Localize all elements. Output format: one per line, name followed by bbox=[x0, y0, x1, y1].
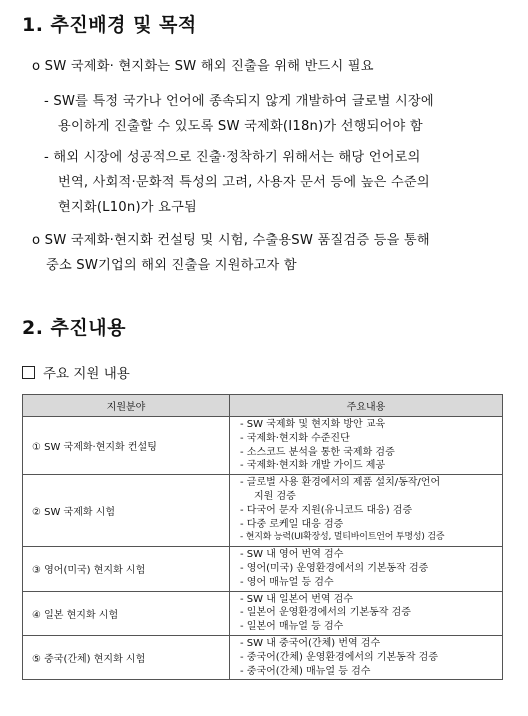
row-items bbox=[230, 591, 503, 635]
row-area: ① SW 국제화·현지화 컨설팅 bbox=[23, 417, 230, 475]
bullet-1 bbox=[32, 54, 374, 79]
subheading-text: 주요 지원 내용 bbox=[43, 366, 130, 382]
header-items: 주요내용 bbox=[230, 395, 503, 417]
bullet-3-line-1: - 해외 시장에 성공적으로 진출·정착하기 위해서는 해당 언어로의 bbox=[44, 150, 421, 165]
bullet-3-line-3: 현지화(L10n)가 요구됨 bbox=[58, 200, 197, 215]
row-item: 지원 검증 bbox=[254, 490, 296, 502]
row-item: - 중국어(간체) 매뉴얼 등 검수 bbox=[240, 665, 371, 677]
row-items bbox=[230, 635, 503, 679]
row-item: - 중국어(간체) 운영환경에서의 기본동작 검증 bbox=[240, 651, 439, 663]
row-items bbox=[230, 475, 503, 547]
row-area: ④ 일본 현지화 시험 bbox=[23, 591, 230, 635]
table-row bbox=[23, 635, 503, 679]
bullet-2 bbox=[44, 89, 434, 139]
row-item: - 다중 로케일 대응 검증 bbox=[240, 518, 344, 530]
bullet-4-line-1: o SW 국제화·현지화 컨설팅 및 시험, 수출용SW 품질검증 등을 통해 bbox=[32, 233, 430, 248]
row-item: - 영어 매뉴얼 등 검수 bbox=[240, 576, 334, 588]
support-table bbox=[22, 394, 503, 680]
table-row bbox=[23, 417, 503, 475]
bullet-3-line-2: 번역, 사회적·문화적 특성의 고려, 사용자 문서 등에 높은 수준의 bbox=[58, 175, 430, 190]
bullet-4-line-2: 중소 SW기업의 해외 진출을 지원하고자 함 bbox=[46, 258, 297, 273]
row-item: - 영어(미국) 운영환경에서의 기본동작 검증 bbox=[240, 562, 429, 574]
table-row bbox=[23, 475, 503, 547]
row-item: - SW 국제화 및 현지화 방안 교육 bbox=[240, 419, 386, 430]
row-area: ③ 영어(미국) 현지화 시험 bbox=[23, 547, 230, 591]
table-header-row bbox=[23, 395, 503, 417]
bullet-2-line-2: 용이하게 진출할 수 있도록 SW 국제화(I18n)가 선행되어야 함 bbox=[58, 119, 423, 134]
header-area: 지원분야 bbox=[23, 395, 230, 417]
row-items bbox=[230, 547, 503, 591]
row-item: - 글로벌 사용 환경에서의 제품 설치/동작/언어 bbox=[240, 477, 441, 489]
section1-title: 1. 추진배경 및 목적 bbox=[22, 14, 197, 36]
row-area: ⑤ 중국(간체) 현지화 시험 bbox=[23, 635, 230, 679]
table-row bbox=[23, 547, 503, 591]
row-items bbox=[230, 417, 503, 475]
checkbox-square-icon bbox=[22, 366, 35, 379]
row-item: - 다국어 문자 지원(유니코드 대응) 검증 bbox=[240, 504, 413, 516]
row-item: - 소스코드 분석을 통한 국제화 검증 bbox=[240, 446, 395, 458]
row-item: - SW 내 영어 번역 검수 bbox=[240, 549, 344, 561]
section2-title: 2. 추진내용 bbox=[22, 317, 126, 339]
table-row bbox=[23, 591, 503, 635]
row-item: - SW 내 중국어(간체) 번역 검수 bbox=[240, 637, 381, 649]
row-item: - 일본어 매뉴얼 등 검수 bbox=[240, 621, 344, 633]
row-item: - 일본어 운영환경에서의 기본동작 검증 bbox=[240, 607, 411, 619]
subheading bbox=[22, 362, 130, 382]
row-item: - 국제화·현지화 개발 가이드 제공 bbox=[240, 460, 386, 472]
bullet-2-line-1: - SW를 특정 국가나 언어에 종속되지 않게 개발하여 글로벌 시장에 bbox=[44, 94, 434, 109]
bullet-3 bbox=[44, 145, 430, 220]
bullet-4 bbox=[32, 228, 430, 278]
row-item: - SW 내 일본어 번역 검수 bbox=[240, 593, 354, 605]
row-item: - 현지화 능력(UI확장성, 멀티바이트언어 투명성) 검증 bbox=[240, 532, 445, 543]
row-area: ② SW 국제화 시험 bbox=[23, 475, 230, 547]
bullet-1-line-1: o SW 국제화· 현지화는 SW 해외 진출을 위해 반드시 필요 bbox=[32, 59, 374, 74]
row-item: - 국제화·현지화 수준진단 bbox=[240, 432, 350, 444]
